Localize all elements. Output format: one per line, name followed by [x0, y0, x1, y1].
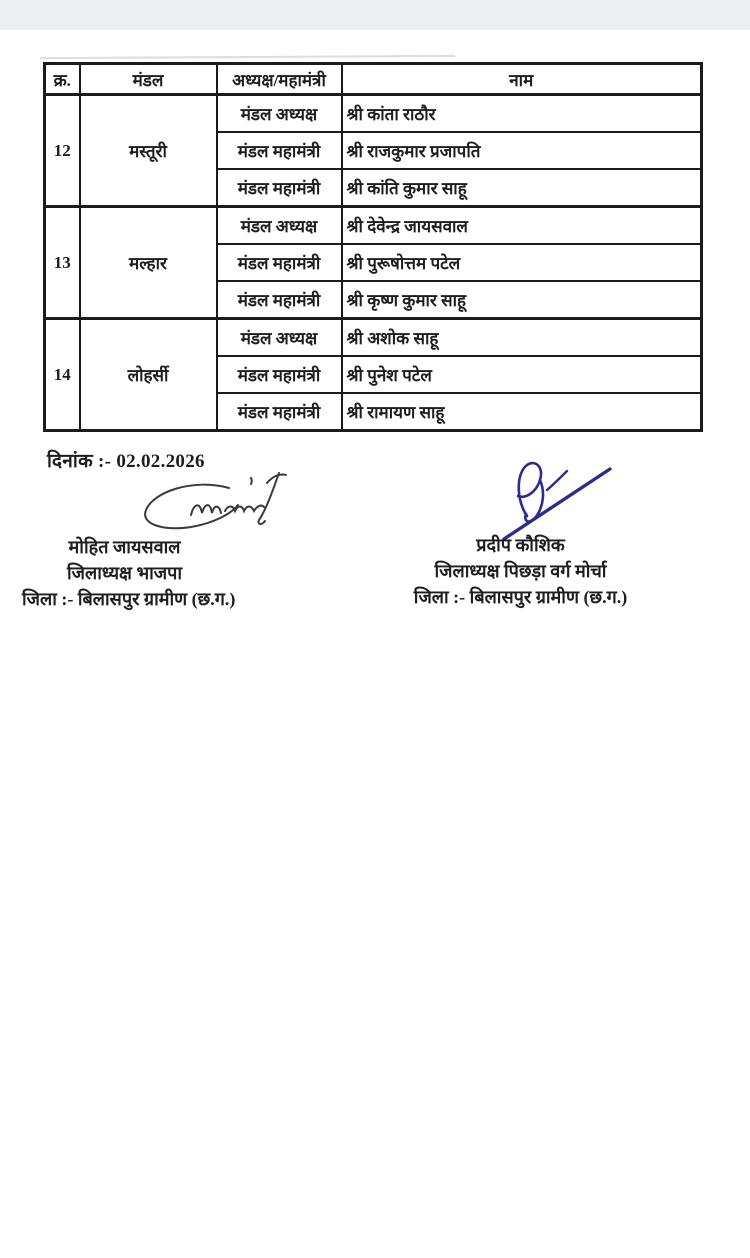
- header-role: अध्यक्ष/महामंत्री: [217, 64, 342, 95]
- name-cell: श्री कृष्ण कुमार साहू: [342, 281, 702, 319]
- serial-cell: 13: [45, 207, 80, 319]
- role-cell: मंडल महामंत्री: [217, 356, 342, 393]
- signature-ink-right: [497, 456, 619, 542]
- signer-name: मोहित जायसवाल: [68, 537, 181, 557]
- photo-skew-artifact-line: [40, 55, 455, 59]
- signer-title: जिलाध्यक्ष भाजपा: [66, 563, 183, 583]
- name-cell: श्री राजकुमार प्रजापति: [342, 132, 702, 169]
- signer-name: प्रदीप कौशिक: [476, 535, 565, 555]
- header-mandal: मंडल: [80, 64, 217, 95]
- role-cell: मंडल महामंत्री: [217, 169, 342, 207]
- serial-cell: 12: [45, 95, 80, 207]
- name-cell: श्री कांता राठौर: [342, 95, 702, 133]
- role-cell: मंडल महामंत्री: [217, 281, 342, 319]
- role-cell: मंडल महामंत्री: [217, 244, 342, 281]
- role-cell: मंडल अध्यक्ष: [217, 95, 342, 133]
- name-cell: श्री रामायण साहू: [342, 393, 702, 431]
- mandal-cell: लोहर्सी: [80, 319, 217, 431]
- table-row: [45, 319, 702, 357]
- signer-district: जिला :- बिलासपुर ग्रामीण (छ.ग.): [22, 589, 236, 609]
- name-cell: श्री अशोक साहू: [342, 319, 702, 357]
- signature-block-left: [22, 534, 236, 612]
- serial-cell: 14: [45, 319, 80, 431]
- name-cell: श्री पुरूषोत्तम पटेल: [342, 244, 702, 281]
- table-header-row: [45, 64, 702, 95]
- signer-district: जिला :- बिलासपुर ग्रामीण (छ.ग.): [413, 587, 628, 607]
- signature-block-right: [398, 532, 643, 610]
- role-cell: मंडल अध्यक्ष: [217, 207, 342, 245]
- signature-ink-left: [133, 466, 295, 538]
- photo-top-gray-bar: [0, 0, 750, 30]
- mandal-cell: मस्तूरी: [80, 95, 217, 207]
- signer-title: जिलाध्यक्ष पिछड़ा वर्ग मोर्चा: [434, 561, 607, 581]
- header-name: नाम: [342, 64, 702, 95]
- header-serial: क्र.: [45, 64, 80, 95]
- role-cell: मंडल महामंत्री: [217, 132, 342, 169]
- name-cell: श्री कांति कुमार साहू: [342, 169, 702, 207]
- table-row: [45, 95, 702, 133]
- mandal-roster-table: [43, 62, 703, 432]
- role-cell: मंडल महामंत्री: [217, 393, 342, 431]
- table-row: [45, 207, 702, 245]
- role-cell: मंडल अध्यक्ष: [217, 319, 342, 357]
- name-cell: श्री पुनेश पटेल: [342, 356, 702, 393]
- date-line: दिनांक :- 02.02.2026: [47, 451, 205, 472]
- mandal-cell: मल्हार: [80, 207, 217, 319]
- name-cell: श्री देवेन्द्र जायसवाल: [342, 207, 702, 245]
